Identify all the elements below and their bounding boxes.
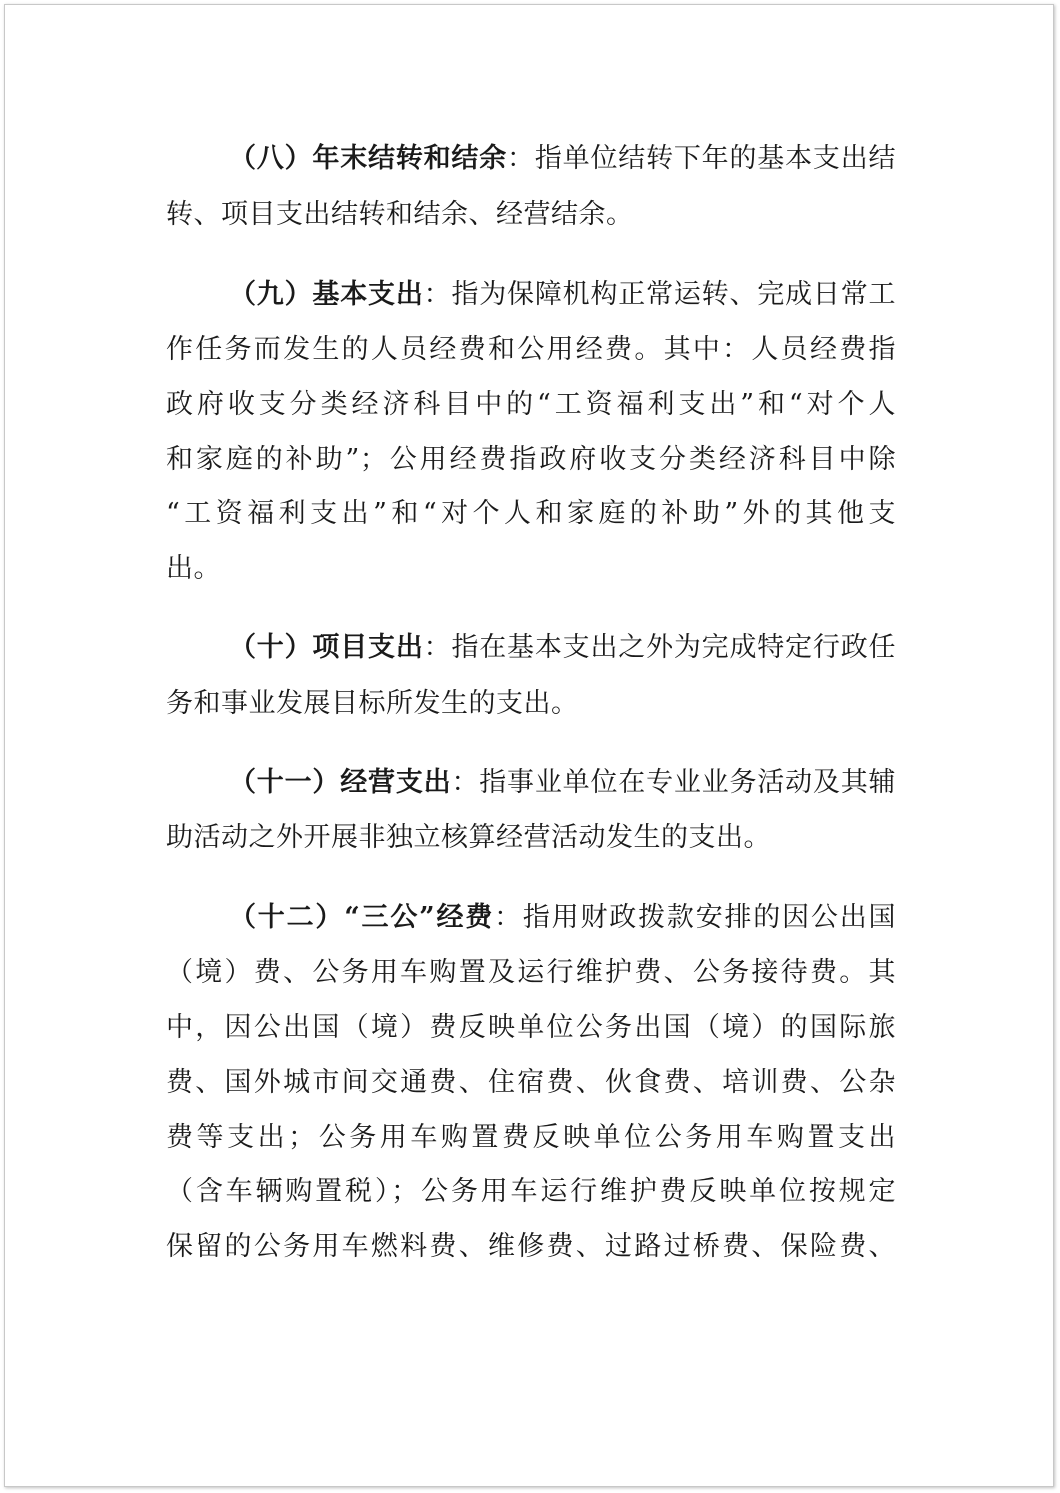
paragraph-line [229,139,896,179]
term-heading: （八）年末结转和结余 [229,143,508,174]
term-heading: （十二）“三公”经费 [229,902,495,933]
paragraph-line: 转、项目支出结转和结余、经营结余。 [166,199,634,230]
term-heading: （十一）经营支出 [229,767,452,798]
paragraph-line: “工资福利支出”和“对个人和家庭的补助”外的其他支 [166,498,896,529]
paragraph-line: 费等支出；公务用车购置费反映单位公务用车购置支出 [166,1122,896,1153]
paragraph-text: ：指事业单位在专业业务活动及其辅 [451,767,897,798]
paragraph-line: 中，因公出国（境）费反映单位公务出国（境）的国际旅 [166,1012,896,1043]
paragraph-text: ：指在基本支出之外为完成特定行政任 [423,632,897,663]
paragraph-line: 政府收支分类经济科目中的“工资福利支出”和“对个人 [166,389,896,420]
paragraph-text: ：指用财政拨款安排的因公出国 [494,902,896,933]
paragraph-line: 出。 [166,553,221,584]
paragraph-line [229,763,896,803]
paragraph-line [229,898,896,938]
paragraph-text: ：指为保障机构正常运转、完成日常工 [423,279,897,310]
paragraph-line [229,275,896,315]
paragraph-line: （含车辆购置税）；公务用车运行维护费反映单位按规定 [166,1176,896,1207]
paragraph-line [229,628,896,668]
paragraph-line: 务和事业发展目标所发生的支出。 [166,688,579,719]
term-heading: （十）项目支出 [229,632,424,663]
paragraph-line: 助活动之外开展非独立核算经营活动发生的支出。 [166,822,771,853]
paragraph-text: ：指单位结转下年的基本支出结 [507,143,897,174]
paragraph-line: 作任务而发生的人员经费和公用经费。其中：人员经费指 [166,334,896,365]
paragraph-line: 和家庭的补助”；公用经费指政府收支分类经济科目中除 [166,444,896,475]
paragraph-line: 保留的公务用车燃料费、维修费、过路过桥费、保险费、 [166,1231,896,1262]
paragraph-line: 费、国外城市间交通费、住宿费、伙食费、培训费、公杂 [166,1067,896,1098]
term-heading: （九）基本支出 [229,279,424,310]
paragraph-line: （境）费、公务用车购置及运行维护费、公务接待费。其 [166,957,896,988]
